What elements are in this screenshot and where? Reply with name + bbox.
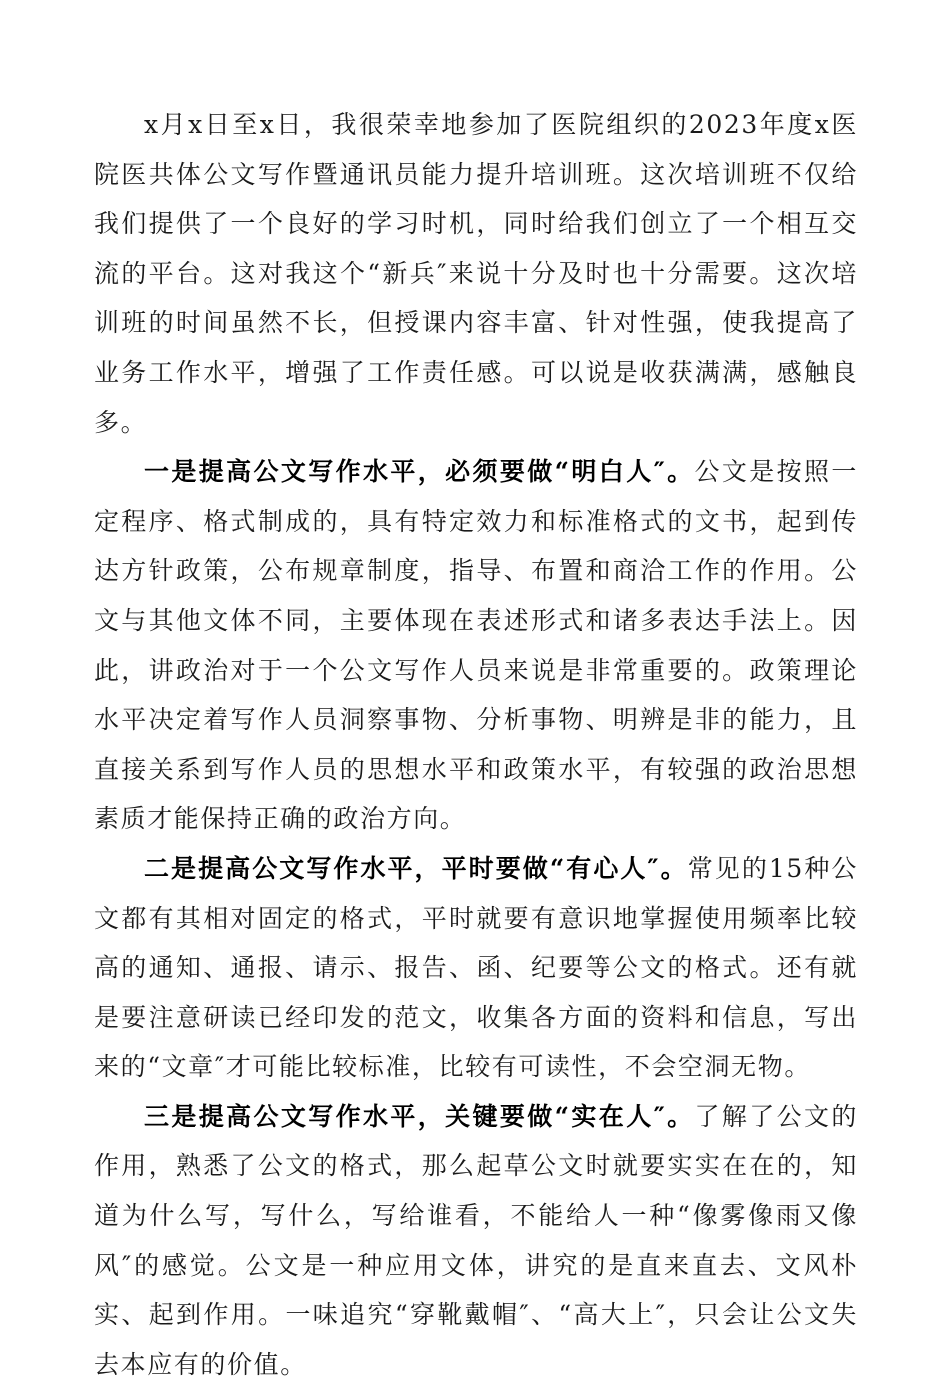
paragraph-point-one-heading: 一是提高公文写作水平，必须要做“明白人″。 bbox=[144, 457, 695, 487]
paragraph-point-two-heading: 二是提高公文写作水平，平时要做“有心人″。 bbox=[144, 853, 688, 883]
document-body bbox=[94, 100, 858, 1389]
paragraph-point-three-heading: 三是提高公文写作水平，关键要做“实在人″。 bbox=[144, 1101, 695, 1131]
paragraph-point-one bbox=[94, 447, 858, 844]
paragraph-point-three bbox=[94, 1092, 858, 1389]
paragraph-intro-text: x月x日至x日，我很荣幸地参加了医院组织的2023年度x医院医共体公文写作暨通讯员能力提升培训班。这次培训班不仅给我们提供了一个良好的学习时机，同时给我们创立了一个相互交流的平台。这对我这个“新兵″来说十分及时也十分需要。这次培训班的时间虽然不长，但授课内容丰富、针对性强，使我提高了业务工作水平，增强了工作责任感。可以说是收获满满，感触良多。 bbox=[94, 110, 858, 437]
paragraph-point-three-text: 了解了公文的作用，熟悉了公文的格式，那么起草公文时就要实实在在的，知道为什么写，写什么，写给谁看，不能给人一种“像雾像雨又像风″的感觉。公文是一种应用文体，讲究的是直来直去、文风朴实、起到作用。一味追究“穿靴戴帽″、“高大上″，只会让公文失去本应有的价值。 bbox=[94, 1101, 858, 1379]
paragraph-point-two-text: 常见的15种公文都有其相对固定的格式，平时就要有意识地掌握使用频率比较高的通知、通报、请示、报告、函、纪要等公文的格式。还有就是要注意研读已经印发的范文，收集各方面的资料和信息，写出来的“文章″才可能比较标准，比较有可读性，不会空洞无物。 bbox=[94, 853, 859, 1082]
paragraph-point-two bbox=[94, 844, 858, 1092]
paragraph-intro bbox=[94, 100, 858, 447]
paragraph-point-one-text: 公文是按照一定程序、格式制成的，具有特定效力和标准格式的文书，起到传达方针政策，公布规章制度，指导、布置和商洽工作的作用。公文与其他文体不同，主要体现在表述形式和诸多表达手法上。因此，讲政治对于一个公文写作人员来说是非常重要的。政策理论水平决定着写作人员洞察事物、分析事物、明辨是非的能力，且直接关系到写作人员的思想水平和政策水平，有较强的政治思想素质才能保持正确的政治方向。 bbox=[94, 457, 858, 834]
